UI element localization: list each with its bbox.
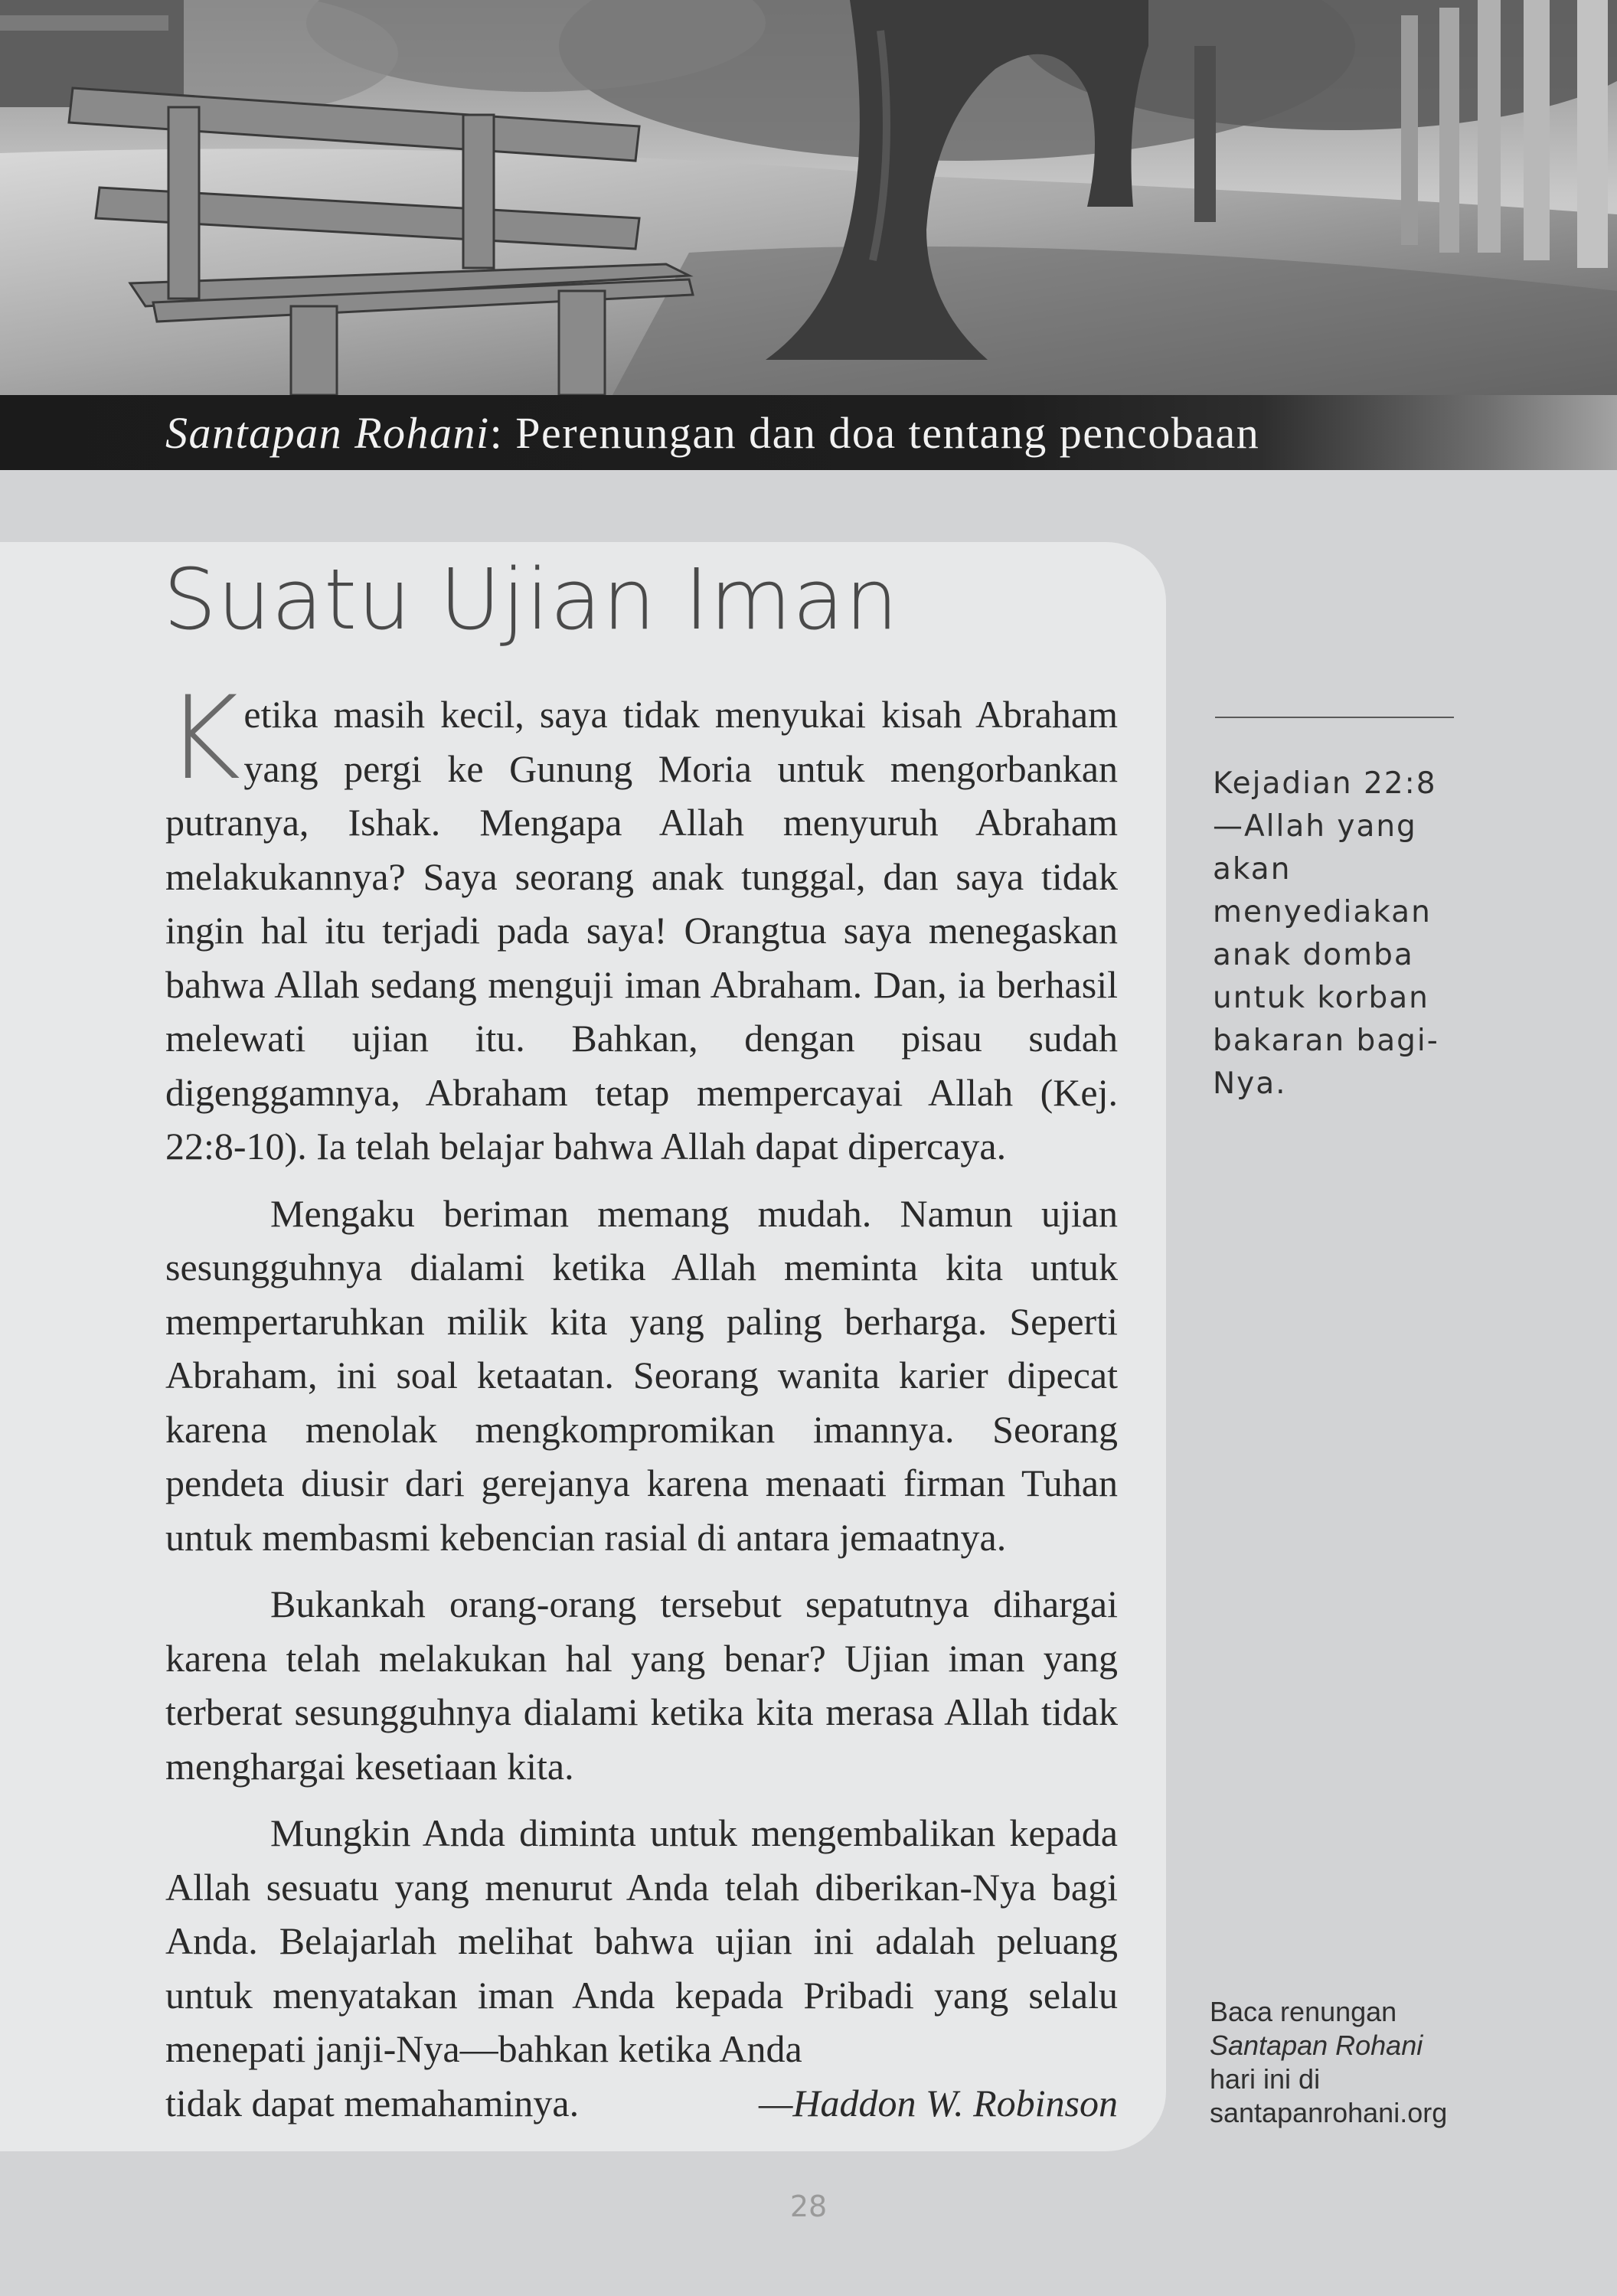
sidebar-verse: Kejadian 22:8 —Allah yang akan menyediakan anak domba untuk korban bakaran bagi-Nya. [1213,766,1439,1101]
closing-line [165,2076,1118,2131]
paragraph-3: Bukankah orang-orang tersebut sepatutnya dihargai karena telah melakukan hal yang benar? Ujian iman yang terberat sesungguhnya dialami ketika kita merasa Allah tidak menghargai kesetiaan kita. [165,1582,1118,1788]
paragraph-1 [165,672,1118,1174]
drop-cap: K [165,672,241,805]
article-title: Suatu Ujian Iman [163,550,900,648]
header-photo [0,0,1617,395]
banner-subtitle: Perenungan dan doa tentang pencobaan [515,407,1260,458]
page-number: 28 [789,2190,828,2223]
paragraph-2: Mengaku beriman memang mudah. Namun ujian sesungguhnya dialami ketika Allah meminta kita untuk mempertaruhkan milik kita yang paling berharga. Seperti Abraham, ini soal ketaatan. Seorang wanita karier dipecat karena menolak mengkompromikan imannya. Seorang pendeta diusir dari gerejanya karena menaati firman Tuhan untuk membasmi kebencian rasial di antara jemaatnya. [165,1191,1118,1559]
park-bench-photo [0,0,1617,395]
series-name: Santapan Rohani [165,407,490,458]
read-prefix: Baca renungan [1210,1996,1397,2027]
paragraph-4: Mungkin Anda diminta untuk mengembalikan kepada Allah sesuatu yang menurut Anda telah diberikan-Nya bagi Anda. Belajarlah melihat bahwa ujian ini adalah peluang untuk menyatakan iman Anda kepada Pribadi yang selalu menepati janji-Nya—bahkan ketika Anda [165,1811,1118,2070]
last-line: tidak dapat memahaminya. [165,2081,580,2125]
sidebar-divider [1215,717,1454,718]
paragraph-1-text: etika masih kecil, saya tidak menyukai kisah Abraham yang pergi ke Gunung Moria untuk mengorbankan putranya, Ishak. Mengapa Allah menyuruh Abraham melakukannya? Saya seorang anak tunggal, dan saya tidak ingin hal itu terjadi pada saya! Orangtua saya menegaskan bahwa Allah sedang menguji iman Abraham. Dan, ia berhasil melewati ujian itu. Bahkan, dengan pisau sudah digenggamnya, Abraham tetap mempercayai Allah (Kej. 22:8-10). Ia telah belajar bahwa Allah dapat dipercaya. [165,693,1118,1168]
website-link[interactable]: santapanrohani.org [1210,2097,1448,2128]
sidebar-read-online [1210,1995,1516,2130]
author-signature: —Haddon W. Robinson [758,2081,1118,2125]
read-suffix: hari ini di [1210,2063,1321,2095]
read-title: Santapan Rohani [1210,2030,1423,2061]
banner-caption [165,407,1259,459]
banner-separator: : [489,407,504,458]
section-banner [0,395,1617,470]
article-body [165,672,1118,2130]
